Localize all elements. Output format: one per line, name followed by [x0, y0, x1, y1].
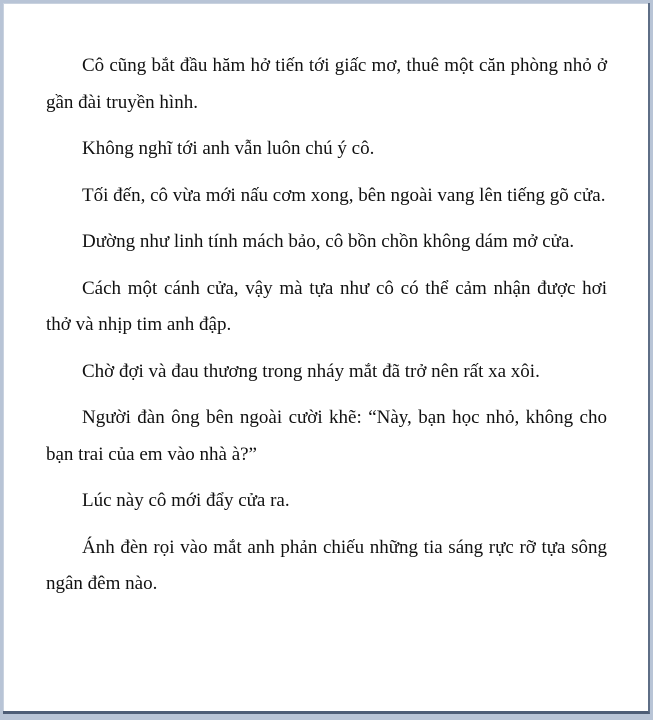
- paragraph: Lúc này cô mới đẩy cửa ra.: [82, 490, 290, 511]
- paragraph: Người đàn ông bên ngoài cười khẽ: “Này, bạn học nhỏ, không cho bạn trai của em vào nhà à?”: [46, 407, 607, 465]
- paragraph: Cô cũng bắt đầu hăm hở tiến tới giấc mơ, thuê một căn phòng nhỏ ở gần đài truyền hình.: [46, 55, 607, 113]
- paragraph: Dường như linh tính mách bảo, cô bồn chồn không dám mở cửa.: [82, 231, 575, 252]
- paragraph: Cách một cánh cửa, vậy mà tựa như cô có thể cảm nhận được hơi thở và nhịp tim anh đập.: [46, 277, 607, 335]
- paragraph: Tối đến, cô vừa mới nấu cơm xong, bên ngoài vang lên tiếng gõ cửa.: [82, 184, 606, 206]
- paragraph: Ánh đèn rọi vào mắt anh phản chiếu những tia sáng rực rỡ tựa sông ngân đêm nào.: [46, 536, 607, 594]
- document-body: [46, 48, 607, 613]
- paragraph: Không nghĩ tới anh vẫn luôn chú ý cô.: [82, 138, 375, 159]
- document-page: [3, 3, 650, 714]
- paragraph: Chờ đợi và đau thương trong nháy mắt đã trở nên rất xa xôi.: [82, 360, 540, 382]
